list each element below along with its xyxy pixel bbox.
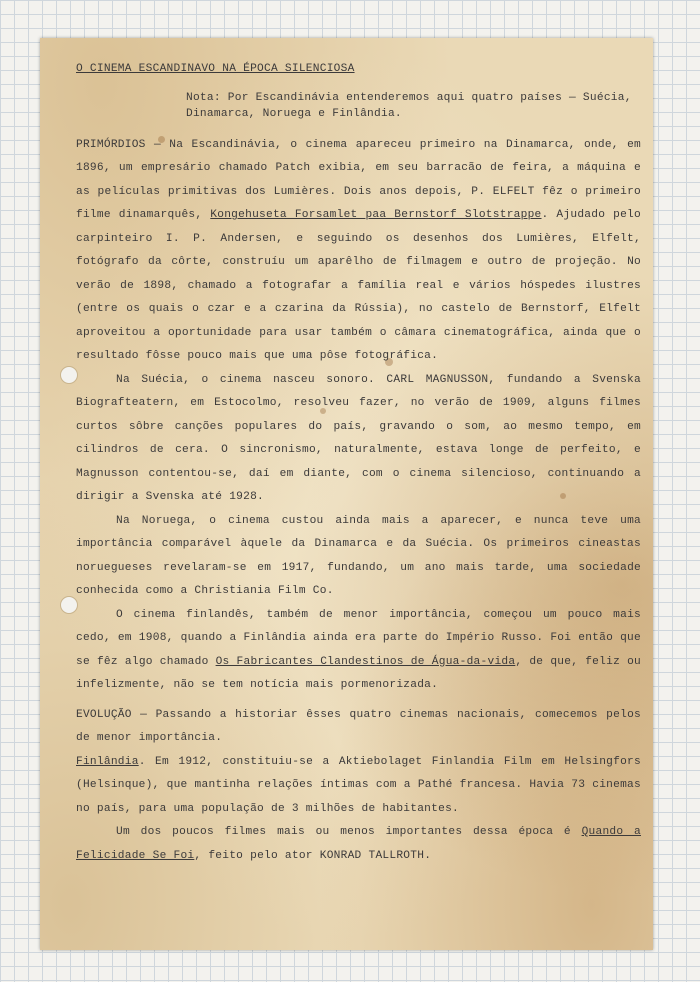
paragraph-noruega: Na Noruega, o cinema custou ainda mais a aparecer, e nunca teve uma importância comparável àquele da Dinamarca e da Suécia. Os primeiros cineastas noruegueses revelaram-se em 1917, fundando, um ano mais tarde, uma sociedade conhecida como a Christiania Film Co.	[76, 514, 641, 597]
document-title: O CINEMA ESCANDINAVO NA ÉPOCA SILENCIOSA	[76, 63, 355, 75]
paragraph-primordios: PRIMÓRDIOS — Na Escandinávia, o cinema apareceu primeiro na Dinamarca, onde, em 1896, um empresário chamado Patch exibia, em seu barracão de feira, a máquina e as películas primitivas dos Lumières. Dois anos depois, P. ELFELT fêz o primeiro filme dinamarquês, Kongehuseta Forsamlet paa Bernstorf Slotstrappe. Ajudado pelo carpinteiro I. P. Andersen, e seguindo os desenhos dos Lumières, Elfelt, fotógrafo da côrte, construíu um aparêlho de filmagem e outro de projeção. No verão de 1898, chamado a fotografar a família real e vários hóspedes ilustres (entre os quais o czar e a czarina da Rússia), no castelo de Bernstorf, Elfelt aproveitou a oportunidade para usar também o câmara cinematográfica, ainda que o resultado fôsse pouco mais que uma pôse fotográfica.	[76, 138, 641, 362]
film-title: Quando a Felicidade Se Foi	[76, 826, 641, 862]
film-title: Kongehuseta Forsamlet paa Bernstorf Slotstrappe	[210, 209, 542, 221]
paragraph-finlandia-intro: O cinema finlandês, também de menor importância, começou um pouco mais cedo, em 1908, quando a Finlândia ainda era parte do Império Russo. Foi então que se fêz algo chamado Os Fabricantes Clandestinos de Água-da-vida, de que, feliz ou infelizmente, não se tem notícia mais pormenorizada.	[76, 608, 641, 691]
film-title: Os Fabricantes Clandestinos de Água-da-vida	[215, 655, 516, 668]
note: Nota: Por Escandinávia entenderemos aqui quatro países — Suécia, Dinamarca, Noruega e Finlândia.	[186, 91, 632, 120]
paragraph-finlandia: Finlândia. Em 1912, constituiu-se a Aktiebolaget Finlandia Film em Helsingfors (Helsinque), que mantinha relações íntimas com a Pathé francesa. Havia 73 cinemas no país, para uma população de 3 milhões de habitantes.	[76, 755, 641, 815]
document-page	[40, 38, 653, 950]
typed-text	[76, 58, 641, 868]
section-heading: Finlândia	[76, 755, 139, 768]
paragraph-suecia: Na Suécia, o cinema nasceu sonoro. CARL MAGNUSSON, fundando a Svenska Biografteatern, em Estocolmo, resolveu fazer, no verão de 1909, alguns filmes curtos sôbre canções populares do país, gravando o som, ao mesmo tempo, em cilindros de cera. O sincronismo, naturalmente, estava longe de perfeito, e Magnusson contentou-se, daí em diante, com o cinema silencioso, continuando a dirigir a Svenska até 1928.	[76, 373, 641, 503]
paragraph-evolucao: EVOLUÇÃO — Passando a historiar êsses quatro cinemas nacionais, comecemos pelos de menor importância.	[76, 708, 641, 744]
paragraph-filmes: Um dos poucos filmes mais ou menos importantes dessa época é Quando a Felicidade Se Foi, feito pelo ator KONRAD TALLROTH.	[76, 826, 641, 862]
